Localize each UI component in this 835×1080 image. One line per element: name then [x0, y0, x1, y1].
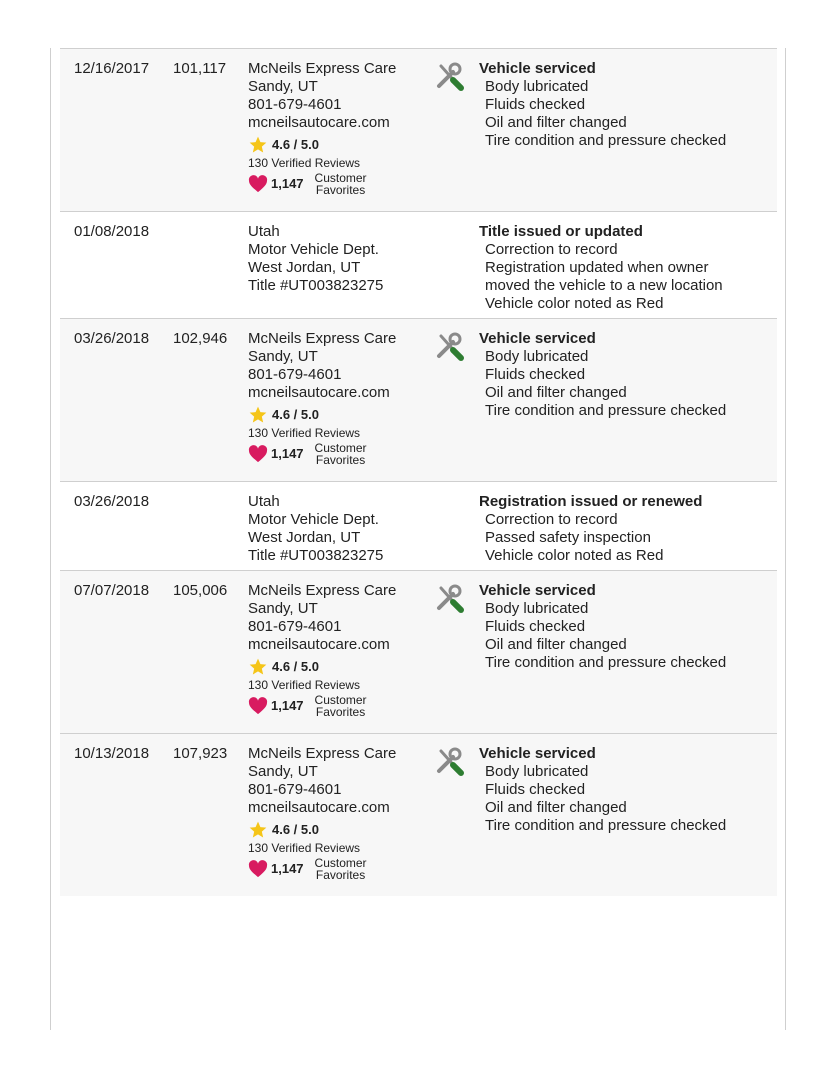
- dmv-location: West Jordan, UT: [248, 529, 361, 546]
- history-row-service: [60, 571, 777, 734]
- record-date: 03/26/2018: [74, 493, 150, 510]
- verified-reviews: 130 Verified Reviews: [248, 678, 361, 692]
- detail-line: moved the vehicle to a new location: [485, 277, 723, 294]
- verified-reviews: 130 Verified Reviews: [248, 426, 361, 440]
- shop-rating: [248, 656, 396, 678]
- favorites-count: 1,147: [271, 446, 304, 461]
- rating-value: 4.6 / 5.0: [272, 659, 319, 674]
- page-border-left: [50, 48, 51, 1030]
- record-date: 03/26/2018: [74, 330, 150, 347]
- detail-line: Fluids checked: [485, 781, 586, 798]
- rating-value: 4.6 / 5.0: [272, 137, 319, 152]
- record-details: [479, 493, 702, 565]
- odometer-reading: 101,117: [173, 60, 227, 77]
- customer-favorites: [248, 442, 396, 466]
- shop-rating: [248, 404, 396, 426]
- title-number: Title #UT003823275: [248, 277, 384, 294]
- tools-icon: [436, 331, 466, 361]
- detail-line: Tire condition and pressure checked: [485, 402, 727, 419]
- record-title: Vehicle serviced: [479, 60, 596, 77]
- dmv-state: Utah: [248, 493, 280, 510]
- record-title: Vehicle serviced: [479, 582, 596, 599]
- history-row-service: [60, 49, 777, 212]
- detail-line: Oil and filter changed: [485, 384, 627, 401]
- favorites-label: Customer Favorites: [314, 856, 367, 882]
- shop-rating: [248, 134, 396, 156]
- tools-icon: [436, 746, 466, 776]
- verified-reviews: 130 Verified Reviews: [248, 156, 361, 170]
- record-details: [479, 745, 726, 835]
- record-title: Registration issued or renewed: [479, 493, 703, 510]
- record-details: [479, 60, 726, 150]
- service-source: [248, 745, 396, 881]
- dmv-name: Motor Vehicle Dept.: [248, 511, 379, 528]
- shop-location: Sandy, UT: [248, 600, 318, 617]
- customer-favorites: [248, 172, 396, 196]
- history-row-service: [60, 734, 777, 896]
- history-table: [60, 48, 777, 896]
- odometer-reading: 107,923: [173, 745, 228, 762]
- favorites-label: Customer Favorites: [314, 171, 367, 197]
- detail-line: Vehicle color noted as Red: [485, 547, 664, 564]
- record-details: [479, 223, 723, 313]
- shop-location: Sandy, UT: [248, 78, 318, 95]
- detail-line: Tire condition and pressure checked: [485, 654, 727, 671]
- shop-website[interactable]: mcneilsautocare.com: [248, 799, 390, 816]
- shop-phone: 801-679-4601: [248, 366, 342, 383]
- star-icon: [248, 405, 268, 425]
- page-border-right: [785, 48, 786, 1030]
- history-row-service: [60, 319, 777, 482]
- detail-line: Fluids checked: [485, 366, 586, 383]
- record-date: 10/13/2018: [74, 745, 150, 762]
- detail-line: Vehicle color noted as Red: [485, 295, 664, 312]
- tools-icon: [436, 583, 466, 613]
- service-source: [248, 582, 396, 718]
- detail-line: Correction to record: [485, 241, 618, 258]
- record-title: Vehicle serviced: [479, 745, 596, 762]
- dmv-source: [248, 493, 383, 565]
- detail-line: Body lubricated: [485, 600, 589, 617]
- shop-location: Sandy, UT: [248, 763, 318, 780]
- shop-phone: 801-679-4601: [248, 781, 342, 798]
- rating-value: 4.6 / 5.0: [272, 822, 319, 837]
- customer-favorites: [248, 694, 396, 718]
- detail-line: Tire condition and pressure checked: [485, 817, 727, 834]
- shop-location: Sandy, UT: [248, 348, 318, 365]
- shop-name: McNeils Express Care: [248, 330, 397, 347]
- heart-icon: [248, 860, 268, 878]
- dmv-name: Motor Vehicle Dept.: [248, 241, 379, 258]
- star-icon: [248, 820, 268, 840]
- detail-line: Fluids checked: [485, 618, 586, 635]
- rating-value: 4.6 / 5.0: [272, 407, 319, 422]
- shop-name: McNeils Express Care: [248, 582, 397, 599]
- record-title: Vehicle serviced: [479, 330, 596, 347]
- dmv-source: [248, 223, 383, 295]
- detail-line: Body lubricated: [485, 348, 589, 365]
- detail-line: Tire condition and pressure checked: [485, 132, 727, 149]
- favorites-count: 1,147: [271, 861, 304, 876]
- service-source: [248, 60, 396, 196]
- shop-website[interactable]: mcneilsautocare.com: [248, 636, 390, 653]
- shop-name: McNeils Express Care: [248, 745, 397, 762]
- heart-icon: [248, 175, 268, 193]
- record-title: Title issued or updated: [479, 223, 643, 240]
- shop-name: McNeils Express Care: [248, 60, 397, 77]
- heart-icon: [248, 445, 268, 463]
- odometer-reading: 105,006: [173, 582, 228, 599]
- dmv-location: West Jordan, UT: [248, 259, 361, 276]
- verified-reviews: 130 Verified Reviews: [248, 841, 361, 855]
- favorites-count: 1,147: [271, 176, 304, 191]
- heart-icon: [248, 697, 268, 715]
- shop-phone: 801-679-4601: [248, 96, 342, 113]
- dmv-state: Utah: [248, 223, 280, 240]
- record-date: 12/16/2017: [74, 60, 150, 77]
- record-date: 01/08/2018: [74, 223, 150, 240]
- shop-website[interactable]: mcneilsautocare.com: [248, 384, 390, 401]
- service-source: [248, 330, 396, 466]
- record-date: 07/07/2018: [74, 582, 150, 599]
- shop-phone: 801-679-4601: [248, 618, 342, 635]
- detail-line: Body lubricated: [485, 78, 589, 95]
- odometer-reading: 102,946: [173, 330, 228, 347]
- detail-line: Correction to record: [485, 511, 618, 528]
- star-icon: [248, 135, 268, 155]
- shop-rating: [248, 819, 396, 841]
- title-number: Title #UT003823275: [248, 547, 384, 564]
- favorites-label: Customer Favorites: [314, 693, 367, 719]
- detail-line: Oil and filter changed: [485, 636, 627, 653]
- history-row-registration: [60, 482, 777, 571]
- detail-line: Oil and filter changed: [485, 799, 627, 816]
- shop-website[interactable]: mcneilsautocare.com: [248, 114, 390, 131]
- detail-line: Registration updated when owner: [485, 259, 709, 276]
- record-details: [479, 582, 726, 672]
- detail-line: Passed safety inspection: [485, 529, 651, 546]
- detail-line: Body lubricated: [485, 763, 589, 780]
- record-details: [479, 330, 726, 420]
- favorites-label: Customer Favorites: [314, 441, 367, 467]
- history-row-title: [60, 212, 777, 319]
- customer-favorites: [248, 857, 396, 881]
- star-icon: [248, 657, 268, 677]
- detail-line: Fluids checked: [485, 96, 586, 113]
- tools-icon: [436, 61, 466, 91]
- detail-line: Oil and filter changed: [485, 114, 627, 131]
- favorites-count: 1,147: [271, 698, 304, 713]
